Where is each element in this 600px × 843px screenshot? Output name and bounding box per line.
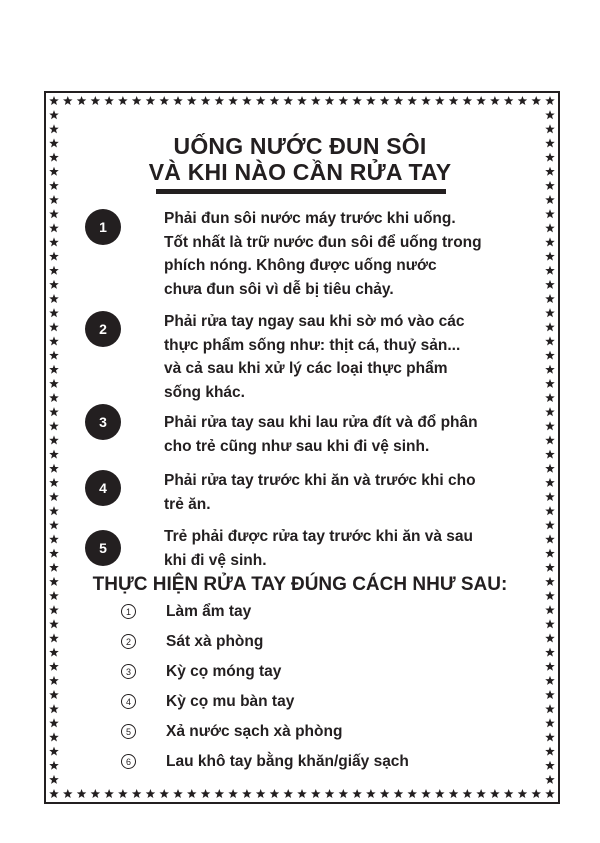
title-line-2: VÀ KHI NÀO CẦN RỬA TAY: [148, 159, 452, 185]
section-heading: THỰC HIỆN RỬA TAY ĐÚNG CÁCH NHƯ SAU:: [92, 574, 508, 595]
item-text: Phải đun sôi nước máy trước khi uống. Tốt nhất là trữ nước đun sôi để uống trong phích nóng. Không được uống nước chưa đun sôi vì dễ bị tiêu chảy.: [164, 210, 482, 298]
step-text: Sát xà phòng: [166, 633, 264, 650]
step-text: Lau khô tay bằng khăn/giấy sạch: [166, 753, 409, 770]
item-number-badge: 5: [85, 530, 121, 566]
title-underline: [156, 189, 446, 194]
item-text: Phải rửa tay ngay sau khi sờ mó vào các thực phẩm sống như: thịt cá, thuỷ sản... và cả sau khi xử lý các loại thực phẩm sống khác.: [164, 313, 465, 401]
item-text: Trẻ phải được rửa tay trước khi ăn và sau khi đi vệ sinh.: [164, 528, 473, 569]
step-number-circle: 1: [121, 604, 136, 619]
step-number-circle: 6: [121, 754, 136, 769]
step-number-circle: 5: [121, 724, 136, 739]
item-number-badge: 3: [85, 404, 121, 440]
item-text: Phải rửa tay trước khi ăn và trước khi cho trẻ ăn.: [164, 472, 476, 513]
step-number-circle: 3: [121, 664, 136, 679]
step-text: Kỳ cọ móng tay: [166, 663, 282, 680]
step-text: Làm ẩm tay: [166, 603, 252, 620]
item-number-badge: 2: [85, 311, 121, 347]
step-text: Kỳ cọ mu bàn tay: [166, 693, 295, 710]
step-number-circle: 2: [121, 634, 136, 649]
item-text: Phải rửa tay sau khi lau rửa đít và đổ phân cho trẻ cũng như sau khi đi vệ sinh.: [164, 414, 478, 455]
item-number-badge: 1: [85, 209, 121, 245]
item-number-badge: 4: [85, 470, 121, 506]
title-line-1: UỐNG NƯỚC ĐUN SÔI: [173, 133, 427, 159]
step-number-circle: 4: [121, 694, 136, 709]
step-text: Xả nước sạch xà phòng: [166, 723, 343, 740]
